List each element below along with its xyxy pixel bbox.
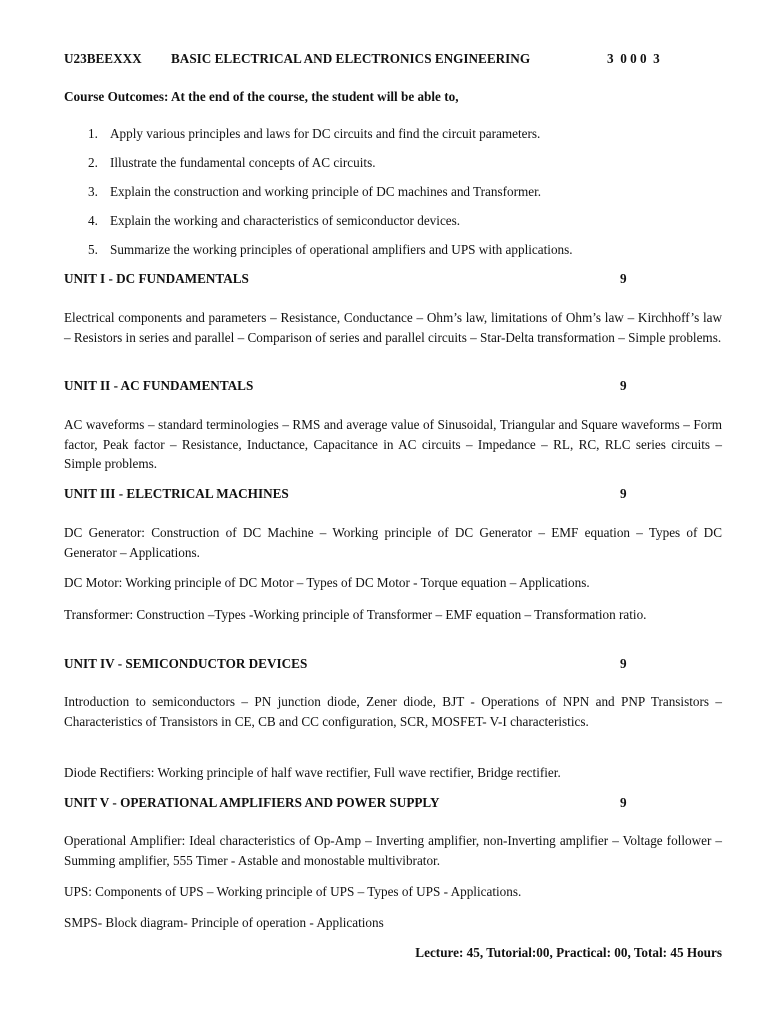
- unit-paragraph: Introduction to semiconductors – PN junction diode, Zener diode, BJT - Operations of NPN and PNP Transistors – Characteristics of Transistors in CE, CB and CC configuration, SCR, MOSFET- V-I characteristics.: [64, 694, 722, 729]
- unit-title: UNIT II - AC FUNDAMENTALS: [64, 378, 254, 393]
- unit-paragraph: Diode Rectifiers: Working principle of half wave rectifier, Full wave rectifier, Bridge rectifier.: [64, 765, 561, 780]
- unit-paragraph: Transformer: Construction –Types -Working principle of Transformer – EMF equation – Transformation ratio.: [64, 607, 647, 622]
- outcome-number: 2.: [88, 155, 98, 170]
- unit-hours: 9: [620, 656, 627, 671]
- outcome-number: 3.: [88, 184, 98, 199]
- outcome-item: [88, 213, 460, 229]
- course-title: BASIC ELECTRICAL AND ELECTRONICS ENGINEERING: [171, 51, 531, 66]
- outcome-text: Explain the construction and working principle of DC machines and Transformer.: [110, 184, 542, 199]
- unit-title: UNIT III - ELECTRICAL MACHINES: [64, 486, 289, 501]
- outcomes-heading: Course Outcomes: At the end of the course, the student will be able to,: [64, 89, 459, 104]
- course-credits: 3 0 0 0 3: [607, 51, 660, 66]
- outcome-text: Explain the working and characteristics of semiconductor devices.: [110, 213, 461, 228]
- unit-paragraph: DC Motor: Working principle of DC Motor – Types of DC Motor - Torque equation – Applications.: [64, 575, 590, 590]
- unit-title: UNIT V - OPERATIONAL AMPLIFIERS AND POWER SUPPLY: [64, 795, 440, 810]
- unit-paragraph: Operational Amplifier: Ideal characteristics of Op-Amp – Inverting amplifier, non-Inverting amplifier – Voltage follower – Summing amplifier, 555 Timer - Astable and monostable multivibrator.: [64, 833, 722, 868]
- unit-hours: 9: [620, 486, 627, 501]
- outcome-number: 4.: [88, 213, 98, 228]
- outcome-number: 5.: [88, 242, 98, 257]
- unit-paragraph: DC Generator: Construction of DC Machine – Working principle of DC Generator – EMF equation – Types of DC Generator – Applications.: [64, 525, 722, 560]
- outcome-item: [88, 242, 573, 258]
- outcome-text: Summarize the working principles of operational amplifiers and UPS with applications.: [110, 242, 573, 257]
- unit-hours: 9: [620, 271, 627, 286]
- outcome-item: [88, 126, 540, 142]
- unit-paragraph: AC waveforms – standard terminologies – RMS and average value of Sinusoidal, Triangular and Square waveforms – Form factor, Peak factor – Resistance, Inductance, Capacitance in AC circuits – Impedance – RL, RC, RLC series circuits – Simple problems.: [64, 417, 722, 471]
- unit-hours: 9: [620, 378, 627, 393]
- unit-paragraph: Electrical components and parameters – Resistance, Conductance – Ohm’s law, limitations of Ohm’s law – Kirchhoff’s law – Resistors in series and parallel – Comparison of series and parallel circuits – Star-Delta transformation – Simple problems.: [64, 310, 722, 345]
- hours-summary: Lecture: 45, Tutorial:00, Practical: 00, Total: 45 Hours: [415, 945, 722, 960]
- outcome-text: Apply various principles and laws for DC circuits and find the circuit parameters.: [110, 126, 541, 141]
- outcome-text: Illustrate the fundamental concepts of AC circuits.: [110, 155, 376, 170]
- outcome-number: 1.: [88, 126, 98, 141]
- unit-paragraph: SMPS- Block diagram- Principle of operation - Applications: [64, 915, 384, 930]
- course-code: U23BEEXXX: [64, 51, 142, 66]
- outcome-item: [88, 155, 376, 171]
- unit-hours: 9: [620, 795, 627, 810]
- unit-title: UNIT I - DC FUNDAMENTALS: [64, 271, 249, 286]
- unit-title: UNIT IV - SEMICONDUCTOR DEVICES: [64, 656, 308, 671]
- outcome-item: [88, 184, 541, 200]
- unit-paragraph: UPS: Components of UPS – Working principle of UPS – Types of UPS - Applications.: [64, 884, 522, 899]
